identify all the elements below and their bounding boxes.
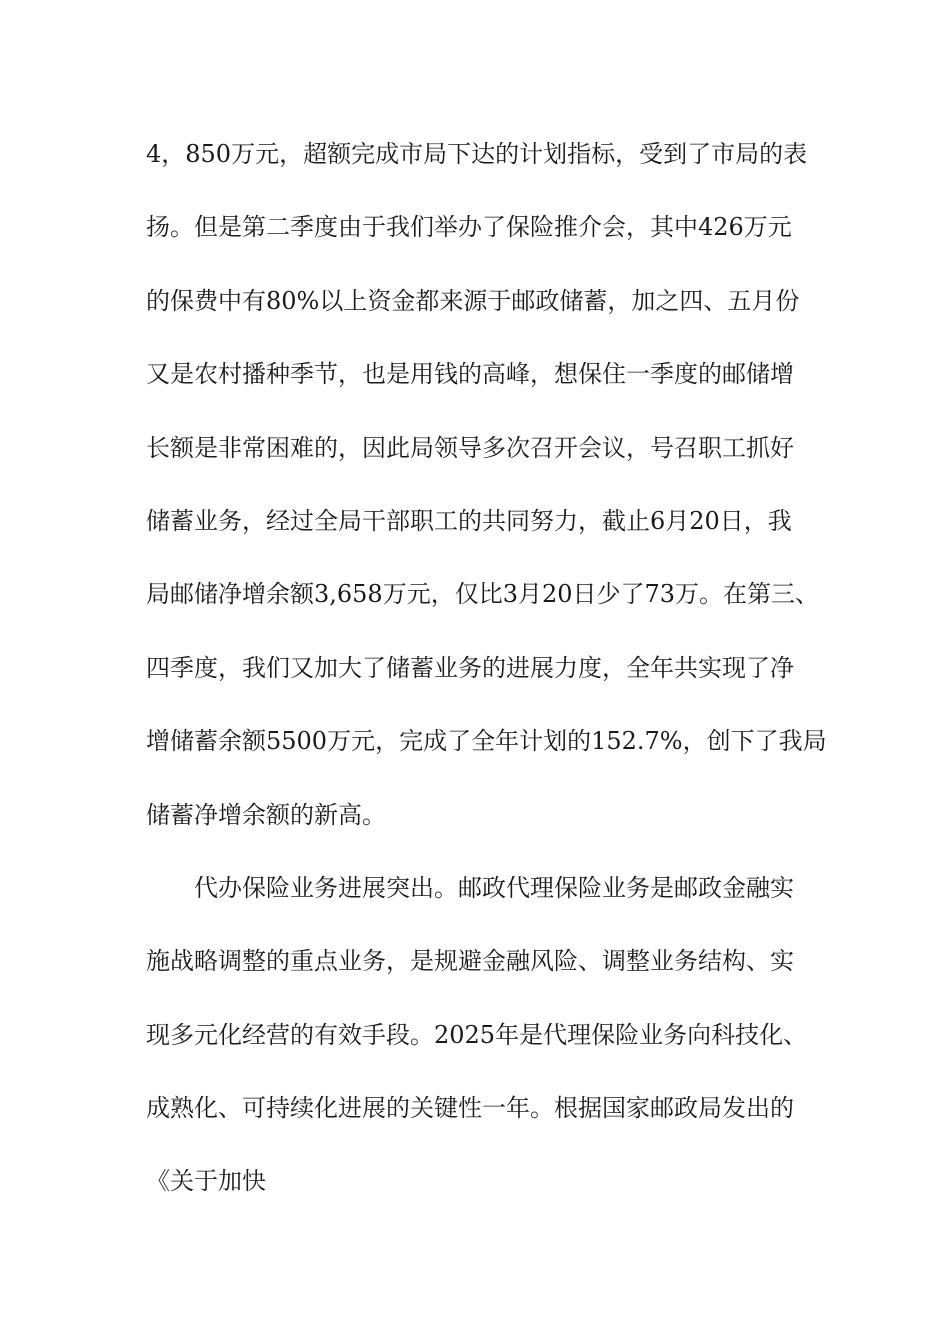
text-line: 《关于加快 bbox=[146, 1167, 266, 1196]
paragraph-start-line: 代办保险业务进展突出。邮政代理保险业务是邮政金融实 bbox=[194, 873, 794, 902]
text-line: 4，850万元，超额完成市局下达的计划指标，受到了市局的表 bbox=[146, 140, 808, 168]
text-line: 现多元化经营的有效手段。2025年是代理保险业务向科技化、 bbox=[146, 1020, 808, 1049]
text-line: 储蓄业务，经过全局干部职工的共同努力，截止6月20日，我 bbox=[146, 506, 792, 535]
text-line: 增储蓄余额5500万元，完成了全年计划的152.7%，创下了我局 bbox=[146, 727, 827, 756]
text-line: 四季度，我们又加大了储蓄业务的进展力度，全年共实现了净 bbox=[146, 653, 794, 682]
text-line: 储蓄净增余额的新高。 bbox=[146, 800, 386, 829]
text-line: 施战略调整的重点业务，是规避金融风险、调整业务结构、实 bbox=[146, 947, 794, 976]
document-body bbox=[146, 130, 826, 1231]
text-line: 局邮储净增余额3,658万元，仅比3月20日少了73万。在第三、 bbox=[146, 580, 820, 609]
text-line: 又是农村播种季节，也是用钱的高峰，想保住一季度的邮储增 bbox=[146, 360, 794, 389]
text-line: 长额是非常困难的，因此局领导多次召开会议，号召职工抓好 bbox=[146, 433, 794, 462]
text-line: 成熟化、可持续化进展的关键性一年。根据国家邮政局发出的 bbox=[146, 1094, 794, 1123]
text-line: 扬。但是第二季度由于我们举办了保险推介会，其中426万元 bbox=[146, 213, 792, 242]
text-line: 的保费中有80%以上资金都来源于邮政储蓄，加之四、五月份 bbox=[146, 286, 800, 315]
